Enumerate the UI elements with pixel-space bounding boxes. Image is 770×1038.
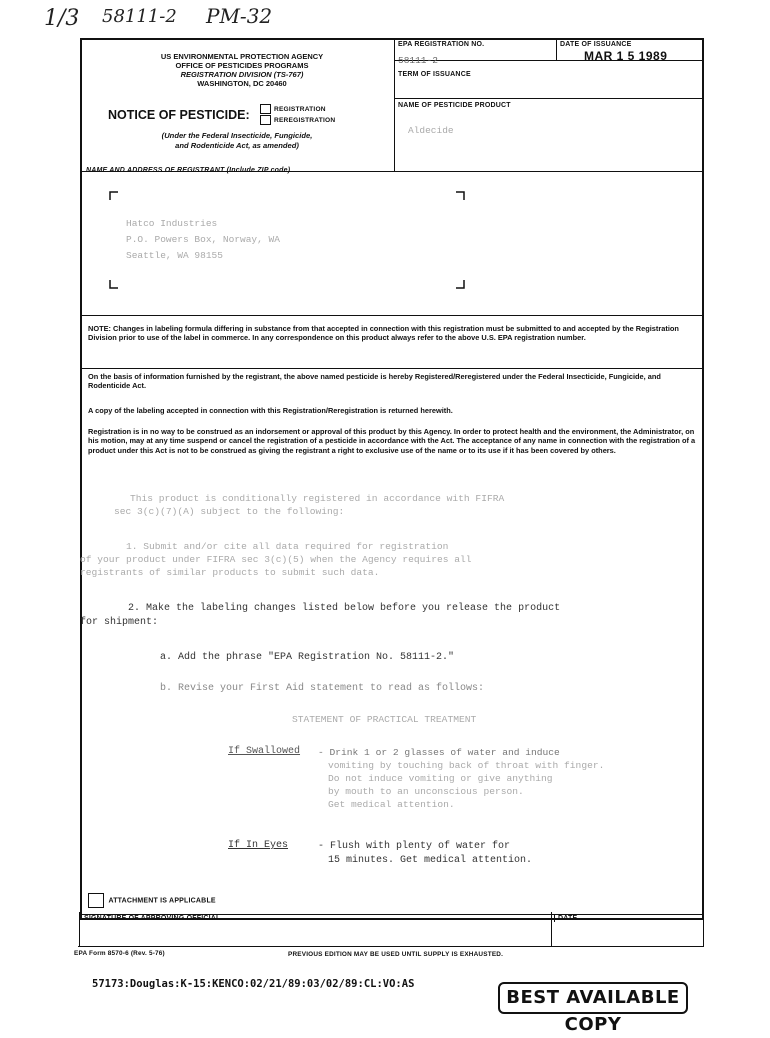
practical-treatment-heading: STATEMENT OF PRACTICAL TREATMENT [292,714,477,725]
product-name-value: Aldecide [408,125,454,136]
term-of-issuance-label: TERM OF ISSUANCE [398,71,471,78]
conditional-registration-text [114,492,505,518]
registrant-line: Hatco Industries [126,218,218,229]
typed-line: registrants of similar products to submit such data. [80,567,380,578]
previous-edition-note: PREVIOUS EDITION MAY BE USED UNTIL SUPPLY IS EXHAUSTED. [288,951,504,958]
agency-block [92,52,392,88]
item-2-text [80,602,560,630]
if-swallowed-instructions [318,746,604,811]
typed-line: by mouth to an unconscious person. [328,786,524,797]
agency-line: WASHINGTON, DC 20460 [197,79,287,88]
typed-line: Do not induce vomiting or give anything [328,773,553,784]
registrant-address [126,216,280,264]
typed-line: - Drink 1 or 2 glasses of water and induce [318,747,560,758]
registration-option-label: REGISTRATION [274,105,326,113]
date-of-issuance-stamp: MAR 1 5 1989 [584,49,668,63]
registration-statement: On the basis of information furnished by the registrant, the above named pesticide is hereby Registered/Reregistered under the Federal Insecticide, Fungicide, and Rodenticide Act. [88,372,661,391]
registration-options [260,104,335,126]
registrant-line: P.O. Powers Box, Norway, WA [126,234,280,245]
typed-line: for shipment: [80,617,159,628]
typed-line: 1. Submit and/or cite all data required for registration [126,541,449,552]
typed-line: Get medical attention. [328,799,455,810]
act-reference [102,131,372,151]
labeling-note: NOTE: Changes in labeling formula differing in substance from that accepted in connection with this registration must be submitted to and accepted by the Registration Division prior to use of the label in commerce. In any correspondence on this product always refer to the above U.S. EPA registration number. [88,324,679,343]
registrant-label: NAME AND ADDRESS OF REGISTRANT (Include ZIP code) [86,167,291,174]
typed-line: of your product under FIFRA sec 3(c)(5) when the Agency requires all [80,554,472,565]
act-line: and Rodenticide Act, as amended) [175,141,299,150]
signature-label: SIGNATURE OF APPROVING OFFICIAL [84,915,221,922]
agency-line: OFFICE OF PESTICIDES PROGRAMS [175,61,309,70]
labeling-returned-statement: A copy of the labeling accepted in connection with this Registration/Reregistration is returned herewith. [88,406,453,415]
attachment-label: ATTACHMENT IS APPLICABLE [108,897,216,905]
item-1-text [80,540,472,579]
typed-line: sec 3(c)(7)(A) subject to the following: [114,506,345,517]
item-b-text: b. Revise your First Aid statement to read as follows: [160,683,485,694]
typed-line: 2. Make the labeling changes listed below before you release the product [128,603,561,614]
form-number: EPA Form 8570-6 (Rev. 5-76) [74,950,165,957]
if-in-eyes-label: If In Eyes [228,840,289,851]
notice-of-pesticide-form [80,38,704,920]
registrant-line: Seattle, WA 98155 [126,250,223,261]
if-in-eyes-instructions [318,840,532,868]
typed-line: 15 minutes. Get medical attention. [328,855,533,866]
act-line: (Under the Federal Insecticide, Fungicide, [161,131,313,140]
item-a-text: a. Add the phrase "EPA Registration No. 58111-2." [160,652,455,663]
typed-line: - Flush with plenty of water for [318,841,511,852]
notice-title: NOTICE OF PESTICIDE: [108,108,250,122]
best-available-copy-stamp: BEST AVAILABLE COPY [498,982,688,1014]
attachment-checkbox[interactable] [88,893,104,908]
reregistration-option-label: REREGISTRATION [274,116,336,124]
epa-reg-no-value: 58111-2 [398,55,438,66]
agency-line: US ENVIRONMENTAL PROTECTION AGENCY [160,52,324,61]
registration-checkbox[interactable] [260,104,271,114]
document-code: 57173:Douglas:K-15:KENCO:02/21/89:03/02/89:CL:VO:AS [92,978,415,990]
typed-line: vomiting by touching back of throat with finger. [328,760,605,771]
attachment-applicable [88,892,216,910]
date-of-issuance-label: DATE OF ISSUANCE [560,41,632,48]
product-name-label: NAME OF PESTICIDE PRODUCT [398,102,511,109]
handwritten-reg-number: 58111-2 [102,6,177,27]
if-swallowed-label: If Swallowed [228,746,301,757]
epa-reg-no-label: EPA REGISTRATION NO. [398,41,485,48]
handwritten-initials: PM-32 [206,4,273,28]
agency-line: REGISTRATION DIVISION (TS-767) [180,70,304,79]
disclaimer-paragraph: Registration is in no way to be construed as an indorsement or approval of this product by this Agency. In order to protect health and the environment, the Administrator, on his motion, may at any time suspend or cancel the registration of a pesticide in accordance with the Act. The acceptance of any name in connection with the registration of a product under this Act is not to be construed as giving the registrant a right to exclusive use of the name or to its use if it has been covered by others. [88,427,696,455]
handwritten-fraction: 1/3 [44,6,80,31]
signature-date-label: DATE [558,915,578,922]
reregistration-checkbox[interactable] [260,115,271,125]
typed-line: This product is conditionally registered in accordance with FIFRA [130,493,505,504]
